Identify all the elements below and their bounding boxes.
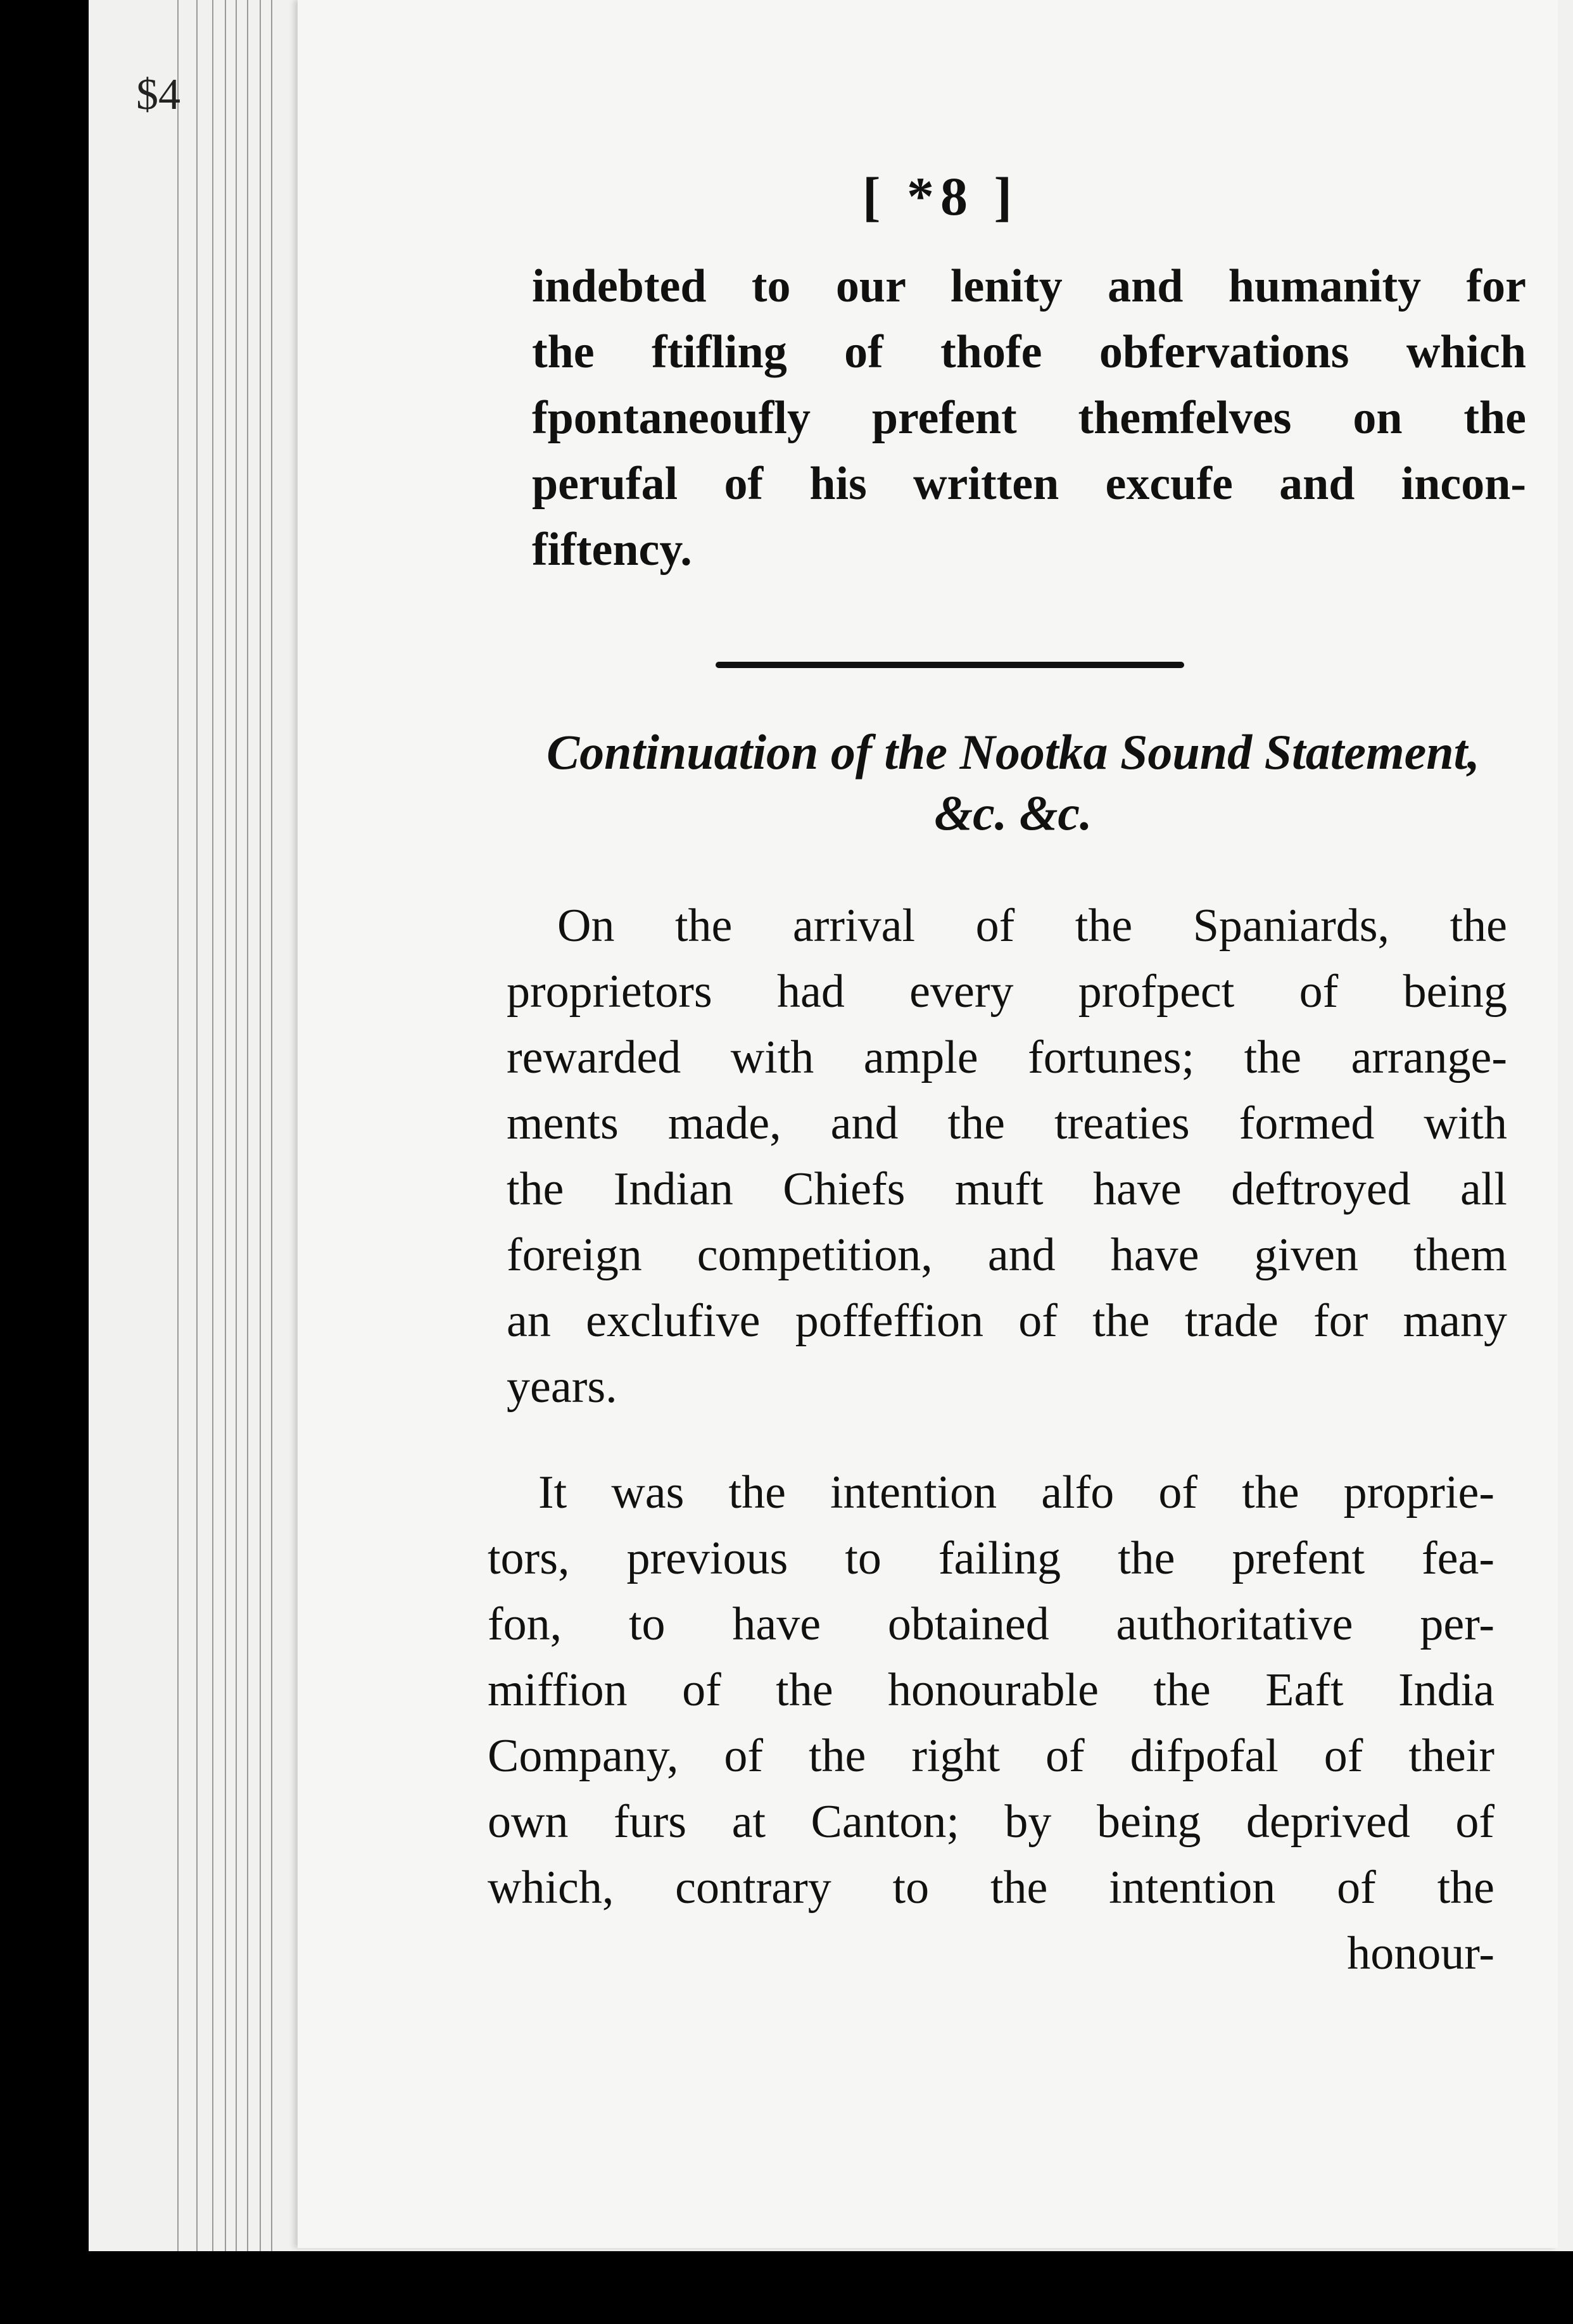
paragraph-continued bbox=[532, 253, 1526, 583]
text-line: years. bbox=[507, 1361, 617, 1413]
text-line: own furs at Canton; by being deprived of bbox=[488, 1796, 1494, 1848]
text-line: On the arrival of the Spaniards, the bbox=[557, 900, 1507, 952]
text-line: It was the intention alfo of the proprie- bbox=[538, 1467, 1494, 1519]
text-line: Company, of the right of difpofal of their bbox=[488, 1730, 1494, 1782]
text-line: proprietors had every profpect of being bbox=[507, 966, 1507, 1018]
section-title-line: &c. &c. bbox=[934, 785, 1092, 840]
paragraph-arrival bbox=[507, 893, 1507, 1420]
text-line: miffion of the honourable the Eaft India bbox=[488, 1664, 1494, 1716]
section-title-line: Continuation of the Nootka Sound Statement, bbox=[546, 724, 1480, 780]
text-line: foreign competition, and have given them bbox=[507, 1229, 1507, 1281]
text-line: an exclufive poffeffion of the trade for many bbox=[507, 1295, 1507, 1347]
scan-border-left bbox=[0, 0, 89, 2324]
text-line: tors, previous to failing the prefent fea- bbox=[488, 1532, 1494, 1584]
text-line: perufal of his written excufe and incon- bbox=[532, 458, 1526, 510]
page-edges bbox=[101, 0, 304, 2254]
text-line: indebted to our lenity and humanity for bbox=[532, 260, 1526, 312]
margin-annotation: $4 bbox=[136, 70, 180, 119]
text-line: fon, to have obtained authoritative per- bbox=[488, 1598, 1494, 1650]
text-line: the ftifling of thofe obfervations which bbox=[532, 326, 1526, 378]
section-title bbox=[507, 722, 1520, 843]
text-line: which, contrary to the intention of the bbox=[488, 1862, 1494, 1914]
page-number: [ *8 ] bbox=[862, 166, 1019, 227]
scan-border-bottom bbox=[0, 2251, 1573, 2324]
page bbox=[298, 0, 1558, 2248]
paragraph-intention bbox=[488, 1460, 1494, 1986]
text-line: fiftency. bbox=[532, 524, 692, 576]
text-line: the Indian Chiefs muft have deftroyed all bbox=[507, 1163, 1507, 1215]
text-line: ments made, and the treaties formed with bbox=[507, 1097, 1507, 1149]
text-line: fpontaneoufly prefent themfelves on the bbox=[532, 392, 1526, 444]
section-divider bbox=[716, 662, 1184, 668]
catchword: honour- bbox=[1347, 1928, 1494, 1980]
text-line: rewarded with ample fortunes; the arrange- bbox=[507, 1032, 1507, 1083]
